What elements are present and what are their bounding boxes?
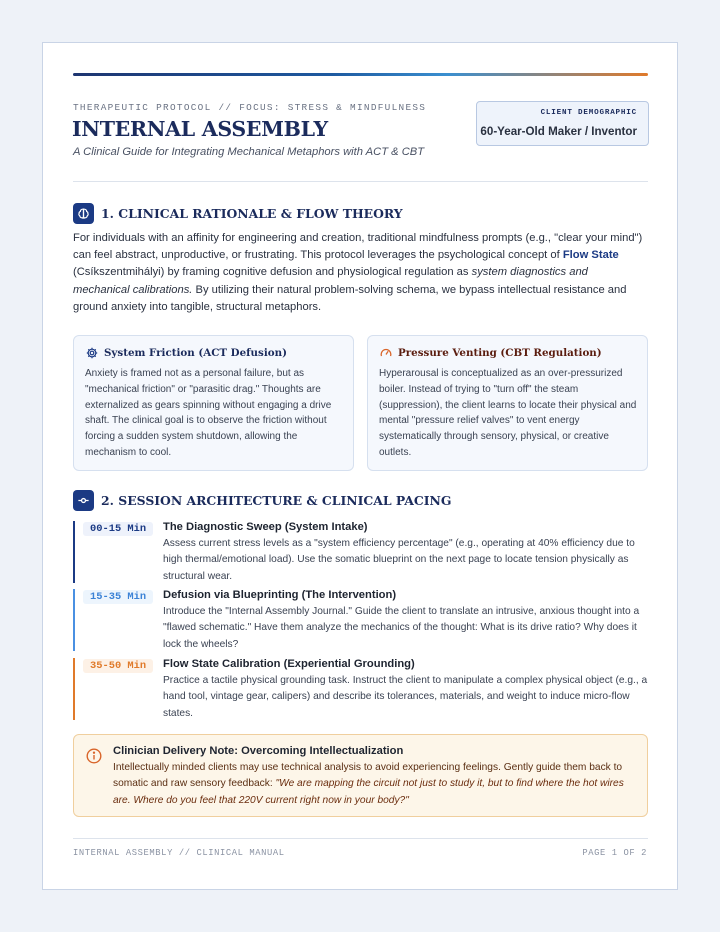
timeline-title: The Diagnostic Sweep (System Intake) [163,521,368,533]
flow-state-term: Flow State [562,249,619,262]
time-badge: 35-50 Min [83,659,153,673]
section-2-title: 2. SESSION ARCHITECTURE & CLINICAL PACING [101,492,452,508]
timeline-title: Flow State Calibration (Experiential Grounding) [163,658,415,670]
timeline-item [73,658,648,720]
card-title: System Friction (ACT Defusion) [104,347,287,359]
card-body: Anxiety is framed not as a personal failure, but as "mechanical friction" or "parasitic drag." Thoughts are externalized as gears spinning without engaging a drive shaft. The clinical goal is to observe the friction without forcing a sudden system shutdown, allowing the mechanism to cool. [85,368,332,458]
clinician-delivery-note [73,734,648,817]
timeline-title: Defusion via Blueprinting (The Intervention) [163,589,397,601]
section-1-title: 1. CLINICAL RATIONALE & FLOW THEORY [101,205,403,221]
timeline-description: Practice a tactile physical grounding task. Instruct the client to manipulate a complex physical object (e.g., a hand tool, vintage gear, calipers) and describe its tolerances, materials, and weight to induce micro-flow states. [163,675,648,719]
timeline-description: Assess current stress levels as a "system efficiency percentage" (e.g., operating at 40% efficiency due to high thermal/emotional load). Use the somatic blueprint on the next page to locate tension physically as structural wear. [163,538,635,582]
document-subtitle: A Clinical Guide for Integrating Mechanical Metaphors with ACT & CBT [73,146,425,158]
timeline-bar [73,658,75,720]
paragraph-text: For individuals with an affinity for engineering and creation, traditional mindfulness prompts (e.g., "clear your mind") can feel abstract, unproductive, or frustrating. This protocol leverages the psychological concept of [73,232,643,262]
timeline-description: Introduce the "Internal Assembly Journal." Guide the client to translate an intrusive, anxious thought into a "flawed schematic." Have them analyze the mechanics of the thought: What is its drive ratio? Why does it lock the wheels? [163,606,640,650]
page-number: PAGE 1 OF 2 [582,848,647,858]
card-system-friction [73,335,354,471]
timeline-bar [73,521,75,583]
demographic-value: 60-Year-Old Maker / Inventor [480,125,637,138]
paragraph-emphasis: system diagnostics and mechanical calibrations. [73,266,588,296]
document-page [42,42,678,890]
note-body [113,760,641,809]
paragraph-text: By utilizing their natural problem-solving schema, we bypass intellectual resistance and ground anxiety into tangible, structural metaphors. [73,283,627,313]
brain-icon [73,203,94,224]
note-quote: "We are mapping the circuit not just to study it, but to find where the hot wires are. Where do you feel that 220V current right now in your body?" [113,778,624,806]
accent-bar [73,73,648,76]
footer-manual-title: INTERNAL ASSEMBLY // CLINICAL MANUAL [73,848,285,858]
time-badge: 15-35 Min [83,590,153,604]
gauge-icon [380,347,392,359]
timeline-bar [73,589,75,651]
card-title: Pressure Venting (CBT Regulation) [398,347,602,359]
card-body: Hyperarousal is conceptualized as an over-pressurized boiler. Instead of trying to "turn off" the steam (suppression), the client learns to locate their physical and mental "pressure relief valves" to vent energy systematically through sensory, physical, or creative outlets. [379,368,637,458]
client-demographic-box [476,101,649,146]
section-1-header [73,202,403,224]
note-title: Clinician Delivery Note: Overcoming Intellectualization [113,745,404,757]
gear-icon [86,347,98,359]
paragraph-text: (Csíkszentmihályi) by framing cognitive defusion and physiological regulation as [73,266,472,279]
info-icon [86,748,102,764]
circuit-icon [73,490,94,511]
header-divider [73,181,648,182]
note-text: Intellectually minded clients may use technical analysis to avoid experiencing feelings. Gently guide them back to somatic and raw sensory feedback: [113,762,623,790]
demographic-label: CLIENT DEMOGRAPHIC [540,109,637,117]
rationale-paragraph [73,230,643,316]
document-title: INTERNAL ASSEMBLY [72,117,328,141]
card-pressure-venting [367,335,648,471]
time-badge: 00-15 Min [83,522,153,536]
timeline-item [73,589,648,651]
protocol-eyebrow: THERAPEUTIC PROTOCOL // FOCUS: STRESS & MINDFULNESS [73,102,427,113]
timeline-item [73,521,648,583]
section-2-header [73,489,451,511]
footer-divider [73,838,648,839]
